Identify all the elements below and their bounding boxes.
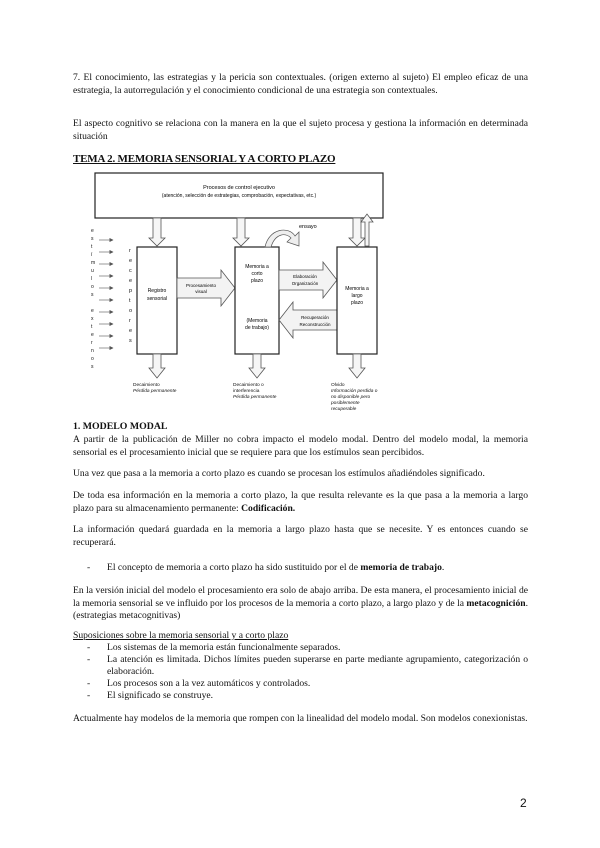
forgetting-label: Olvido xyxy=(331,383,345,388)
list-item: - El significado se construye. xyxy=(87,690,214,701)
svg-text:s: s xyxy=(129,338,132,344)
svg-text:recuperable: recuperable xyxy=(331,407,357,412)
svg-text:e: e xyxy=(129,258,133,264)
svg-text:c: c xyxy=(129,268,132,274)
svg-text:r: r xyxy=(91,340,93,346)
sensory-label: Registro xyxy=(147,288,167,294)
svg-text:no disponible pero: no disponible pero xyxy=(331,395,371,400)
svg-text:p: p xyxy=(129,288,133,294)
modal-model-diagram xyxy=(73,170,393,420)
receptors-label xyxy=(129,248,132,344)
svg-text:l: l xyxy=(91,276,93,282)
section-heading: 1. MODELO MODAL xyxy=(73,421,168,432)
svg-text:m: m xyxy=(91,260,96,266)
working-memory-bullet: - El concepto de memoria a corto plazo ha sido sustituido por el de memoria de trabajo. xyxy=(87,562,445,573)
svg-text:sensorial: sensorial xyxy=(146,296,168,302)
svg-text:Pérdida permanente: Pérdida permanente xyxy=(233,395,277,400)
intro-paragraph-1: 7. El conocimiento, las estrategias y la pericia son contextuales. (origen externo al sujeto) El empleo eficaz de una estrategia, la autorregulación y el conocimiento condicional de una estrategia son contextuales. xyxy=(73,72,528,96)
decay-label-2: Decaimiento o xyxy=(233,383,264,388)
svg-text:r: r xyxy=(129,248,131,254)
svg-text:s: s xyxy=(91,364,94,370)
svg-text:Pérdida permanente: Pérdida permanente xyxy=(133,389,177,394)
svg-text:s: s xyxy=(91,292,94,298)
svg-text:corto: corto xyxy=(251,271,263,277)
svg-text:Procesamiento: Procesamiento xyxy=(185,283,217,288)
svg-text:e: e xyxy=(91,228,94,234)
list-item: - Los procesos son a la vez automáticos y controlados. xyxy=(87,678,311,689)
mlp-label: Memoria a xyxy=(345,286,369,292)
svg-text:Reconstrucción: Reconstrucción xyxy=(299,322,331,327)
svg-text:Información perdida o: Información perdida o xyxy=(331,389,378,394)
working-label: (Memoria xyxy=(246,318,268,324)
tema-title: TEMA 2. MEMORIA SENSORIAL Y A CORTO PLAZO xyxy=(73,153,336,165)
svg-text:e: e xyxy=(91,332,94,338)
s1-paragraph-5: En la versión inicial del modelo el procesamiento era solo de abajo arriba. De esta manera, el procesamiento inicial de la memoria sensorial se ve influido por los procesos de la memoria a corto plazo, a largo plazo y de la metacognición. (estrategias metacognitivas) xyxy=(73,585,528,621)
svg-text:largo: largo xyxy=(351,293,363,299)
svg-text:n: n xyxy=(91,348,94,354)
svg-text:t: t xyxy=(91,244,93,250)
svg-text:u: u xyxy=(91,268,94,274)
svg-text:t: t xyxy=(91,324,93,330)
svg-text:o: o xyxy=(129,308,133,314)
s1-paragraph-6: Actualmente hay modelos de la memoria que rompen con la linealidad del modelo modal. Son modelos conexionistas. xyxy=(73,713,528,724)
svg-text:de trabajo): de trabajo) xyxy=(245,325,269,331)
svg-text:e: e xyxy=(91,308,94,314)
control-label: Procesos de control ejecutivo xyxy=(203,185,275,191)
mcp-label: Memoria a xyxy=(245,264,269,270)
rehearsal-label: ensayo xyxy=(299,224,317,230)
assumptions-title: Suposiciones sobre la memoria sensorial y a corto plazo xyxy=(73,630,289,641)
svg-text:e: e xyxy=(129,278,133,284)
svg-text:plazo: plazo xyxy=(251,278,263,284)
retrieval-arrow xyxy=(279,302,337,338)
list-item: - Los sistemas de la memoria están funcionalmente separados. xyxy=(87,642,341,653)
svg-text:Recuperación: Recuperación xyxy=(301,315,329,320)
control-sub-label: (atención, selección de estrategias, comprobación, expectativas, etc.) xyxy=(161,193,317,199)
svg-text:o: o xyxy=(91,284,94,290)
s1-paragraph-3: De toda esa información en la memoria a corto plazo, la que resulta relevante es la que pasa a la memoria a largo plazo para su almacenamiento permanente: Codificación. xyxy=(73,490,528,514)
svg-text:e: e xyxy=(129,328,133,334)
svg-text:o: o xyxy=(91,356,94,362)
svg-text:x: x xyxy=(91,316,94,322)
stimuli-label xyxy=(91,228,95,370)
s1-paragraph-2: Una vez que pasa a la memoria a corto plazo es cuando se procesan los estímulos añadiéndoles significado. xyxy=(73,468,485,479)
list-item: - La atención es limitada. Dichos límites pueden superarse en parte mediante agrupamiento, categorización o elaboración. xyxy=(87,654,528,677)
svg-text:í: í xyxy=(91,252,93,258)
s1-paragraph-4: La información quedará guardada en la memoria a largo plazo hasta que se necesite. Y es entonces cuando se recuperará. xyxy=(73,524,528,548)
svg-text:visual: visual xyxy=(195,289,207,294)
svg-text:Organización: Organización xyxy=(291,281,319,286)
svg-text:interferencia: interferencia xyxy=(233,389,260,394)
rehearsal-arrow xyxy=(265,230,299,247)
svg-text:t: t xyxy=(129,298,131,304)
page-number: 2 xyxy=(520,796,527,810)
decay-label-1: Decaimiento xyxy=(133,383,160,388)
elaboration-arrow xyxy=(279,262,337,298)
svg-text:Elaboración: Elaboración xyxy=(293,274,317,279)
visual-processing-arrow xyxy=(177,270,235,306)
svg-text:posiblemente: posiblemente xyxy=(331,401,360,406)
svg-text:r: r xyxy=(129,318,131,324)
intro-paragraph-2: El aspecto cognitivo se relaciona con la manera en la que el sujeto procesa y gestiona la información en determinada situación xyxy=(73,118,528,142)
svg-text:plazo: plazo xyxy=(351,300,363,306)
assumptions-list xyxy=(73,642,528,702)
svg-text:s: s xyxy=(91,236,94,242)
s1-paragraph-1: A partir de la publicación de Miller no cobra impacto el modelo modal. Dentro del modelo modal, la memoria sensorial es el procesamiento inicial que se requiere para que los estímulos sean percibidos. xyxy=(73,434,528,458)
